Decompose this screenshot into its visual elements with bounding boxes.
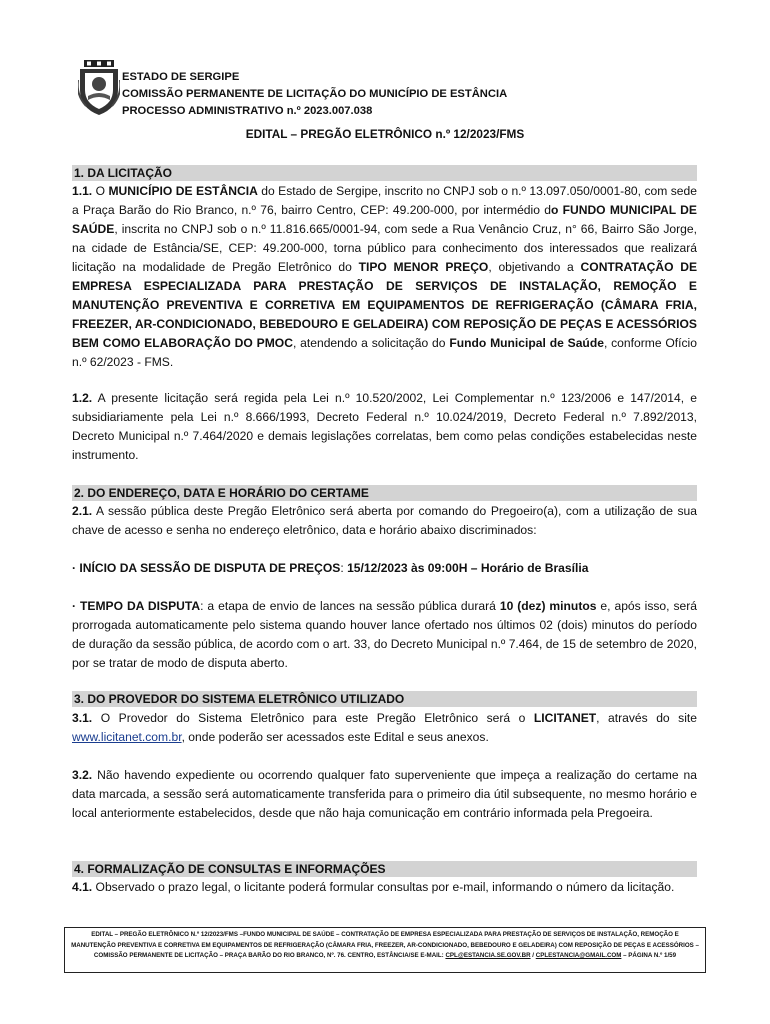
section-heading-2: 2. DO ENDEREÇO, DATA E HORÁRIO DO CERTAME — [72, 485, 697, 501]
paragraph-3-1: 3.1. O Provedor do Sistema Eletrônico para este Pregão Eletrônico será o LICITANET, através do site www.licitanet.com.br, onde poderão ser acessados este Edital e seus anexos. — [72, 711, 697, 744]
document-title: EDITAL – PREGÃO ELETRÔNICO n.º 12/2023/FMS — [245, 127, 525, 141]
page-number: – PÁGINA N.º 1/59 — [621, 952, 677, 959]
paragraph-2-1: 2.1. A sessão pública deste Pregão Eletrônico será aberta por comando do Pregoeiro(a), com a utilização de sua chave de acesso e senha no endereço eletrônico, data e horário abaixo discriminados: — [72, 504, 697, 537]
section-heading-3: 3. DO PROVEDOR DO SISTEMA ELETRÔNICO UTILIZADO — [72, 691, 697, 707]
clause-number: 1.1. — [72, 184, 93, 198]
paragraph-1-1: 1.1. O MUNICÍPIO DE ESTÂNCIA do Estado de Sergipe, inscrito no CNPJ sob o n.º 13.097.050/0001-80, com sede a Praça Barão do Rio Branco, n.º 76, bairro Centro, CEP: 49.200-000, por intermédio do FUNDO MUNICIPAL DE SAÚDE, inscrita no CNPJ sob o n.º 11.816.665/0001-94, com sede a Rua Venâncio Cruz, n° 66, Bairro São Jorge, na cidade de Estância/SE, CEP: 49.200-000, torna público para conhecimento dos interessados que realizará licitação na modalidade de Pregão Eletrônico do TIPO MENOR PREÇO, objetivando a CONTRATAÇÃO DE EMPRESA ESPECIALIZADA PARA PRESTAÇÃO DE SERVIÇOS DE INSTALAÇÃO, REMOÇÃO E MANUTENÇÃO PREVENTIVA E CORRETIVA EM EQUIPAMENTOS DE REFRIGERAÇÃO (CÂMARA FRIA, FREEZER, AR-CONDICIONADO, BEBEDOURO E GELADEIRA) COM REPOSIÇÃO DE PEÇAS E ACESSÓRIOS BEM COMO ELABORAÇÃO DO PMOC, atendendo a solicitação do Fundo Municipal de Saúde, conforme Ofício n.º 62/2023 - FMS. — [72, 184, 698, 369]
dispute-time-paragraph: · TEMPO DA DISPUTA: a etapa de envio de lances na sessão pública durará 10 (dez) minutos e, após isso, será prorrogada automaticamente pelo sistema quando houver lance ofertado nos últimos 02 (dois) minutos do período de duração da sessão pública, de acordo com o art. 33, do Decreto Municipal n.º 7.464, de 15 de setembro de 2020, por se tratar de modo de disputa aberto. — [72, 599, 698, 670]
document-header — [122, 69, 507, 120]
paragraph-1-2: 1.2. A presente licitação será regida pela Lei n.º 10.520/2002, Lei Complementar n.º 123/2006 e 147/2014, e subsidiariamente pela Lei n.º 8.666/1993, Decreto Federal n.º 10.024/2019, Decreto Federal n.º 7.892/2013, Decreto Municipal n.º 7.464/2020 e demais legislações correlatas, bem como pelas condições estabelecidas neste instrumento. — [72, 391, 697, 462]
page-footer: EDITAL – PREGÃO ELETRÔNICO N.º 12/2023/FMS –FUNDO MUNICIPAL DE SAÚDE – CONTRATAÇÃO DE EMPRESA ESPECIALIZADA PARA PRESTAÇÃO DE SERVIÇOS DE INSTALAÇÃO, REMOÇÃO E MANUTENÇÃO PREVENTIVA E CORRETIVA EM EQUIPAMENTOS DE REFRIGERAÇÃO (CÂMARA FRIA, FREEZER, AR-CONDICIONADO, BEBEDOURO E GELADEIRA) COM REPOSIÇÃO DE PEÇAS E ACESSÓRIOS – COMISSÃO PERMANENTE DE LICITAÇÃO – PRAÇA BARÃO DO RIO BRANCO, Nº. 76. CENTRO, ESTÂNCIA/SE E-MAIL: CPL@ESTANCIA.SE.GOV.BR / CPLESTANCIA@GMAIL.COM – PÁGINA N.º 1/59 — [64, 927, 706, 973]
header-state: ESTADO DE SERGIPE — [122, 71, 240, 83]
coat-of-arms-icon — [78, 60, 120, 116]
clause-number: 4.1. — [72, 880, 93, 894]
clause-number: 2.1. — [72, 504, 93, 518]
clause-number: 3.1. — [72, 711, 93, 725]
clause-number: 3.2. — [72, 768, 93, 782]
footer-email-link-1[interactable]: CPL@ESTANCIA.SE.GOV.BR — [445, 952, 531, 959]
section-heading-4: 4. FORMALIZAÇÃO DE CONSULTAS E INFORMAÇÕES — [72, 861, 697, 877]
section-heading-1: 1. DA LICITAÇÃO — [72, 165, 697, 181]
header-commission: COMISSÃO PERMANENTE DE LICITAÇÃO DO MUNICÍPIO DE ESTÂNCIA — [122, 88, 508, 100]
session-start-line: · INÍCIO DA SESSÃO DE DISPUTA DE PREÇOS: 15/12/2023 às 09:00H – Horário de Brasília — [72, 561, 589, 575]
paragraph-3-2: 3.2. Não havendo expediente ou ocorrendo qualquer fato superveniente que impeça a realização do certame na data marcada, a sessão será automaticamente transferida para o primeiro dia útil subsequente, no mesmo horário e local anteriormente estabelecidos, desde que não haja comunicação em contrário informada pela Pregoeira. — [72, 768, 697, 820]
paragraph-4-1: 4.1. Observado o prazo legal, o licitante poderá formular consultas por e-mail, informando o número da licitação. — [72, 880, 675, 894]
footer-email-link-2[interactable]: CPLESTANCIA@GMAIL.COM — [535, 952, 622, 959]
header-process: PROCESSO ADMINISTRATIVO n.º 2023.007.038 — [122, 105, 373, 117]
provider-website-link[interactable]: www.licitanet.com.br — [72, 730, 182, 744]
clause-number: 1.2. — [72, 391, 93, 405]
